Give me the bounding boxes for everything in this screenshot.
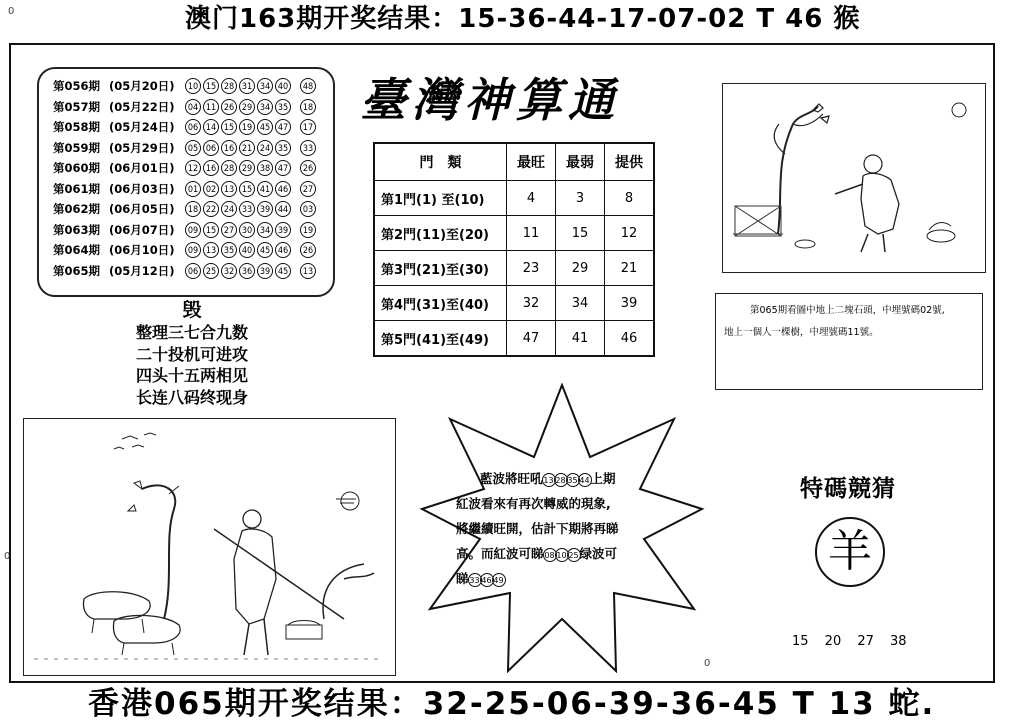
number-ball: 28 — [221, 78, 237, 94]
hint-box — [715, 293, 983, 390]
number-ball: 38 — [257, 160, 273, 176]
number-ball: 14 — [203, 119, 219, 135]
number-ball: 12 — [185, 160, 201, 176]
table-row — [374, 216, 654, 251]
hint-line: 地上一個人一棵樹，中埋號碼11號。 — [724, 327, 879, 338]
number-ball: 29 — [239, 99, 255, 115]
number-ball: 46 — [275, 181, 291, 197]
number-ball: 47 — [275, 160, 291, 176]
number-ball: 22 — [203, 201, 219, 217]
number-ball: 02 — [203, 181, 219, 197]
special-ball: 18 — [300, 99, 316, 115]
offer-cell: 21 — [605, 251, 655, 286]
star-line-text: 睇 — [456, 571, 469, 586]
period-label: 第064期 — [53, 243, 101, 257]
number-ball: 15 — [203, 78, 219, 94]
zodiac-circle: 羊 — [815, 517, 885, 587]
period-label: 第062期 — [53, 202, 101, 216]
offer-cell: 46 — [605, 321, 655, 357]
number-ball: 25 — [567, 548, 581, 562]
number-ball: 35 — [221, 242, 237, 258]
date-label: (06月01日) — [109, 161, 175, 175]
illustration-man-pointing — [722, 83, 986, 273]
number-balls — [185, 160, 291, 176]
number-ball: 39 — [257, 263, 273, 279]
starburst-text — [456, 466, 678, 591]
number-ball: 40 — [275, 78, 291, 94]
min-cell: 34 — [556, 286, 605, 321]
number-balls — [185, 140, 291, 156]
gate-table-header — [374, 143, 654, 181]
poem-line: 长连八码终现身 — [135, 387, 248, 407]
number-ball: 41 — [257, 181, 273, 197]
star-line-text: 高。而紅波可睇 — [456, 546, 544, 561]
history-row — [53, 261, 316, 281]
star-line-text: 上期 — [590, 471, 616, 486]
number-ball: 32 — [221, 263, 237, 279]
number-ball: 13 — [221, 181, 237, 197]
number-ball: 33 — [468, 573, 482, 587]
number-ball: 44 — [275, 201, 291, 217]
history-row — [53, 179, 316, 199]
number-ball: 46 — [480, 573, 494, 587]
number-ball: 30 — [239, 222, 255, 238]
number-balls — [185, 99, 291, 115]
number-ball: 16 — [221, 140, 237, 156]
number-ball: 18 — [185, 201, 201, 217]
brand-title: 臺灣神算通 — [360, 73, 620, 127]
hongkong-result-footer: 香港065期开奖结果：32-25-06-39-36-45 T 13 蛇. — [88, 686, 936, 722]
history-row — [53, 138, 316, 158]
number-ball: 40 — [239, 242, 255, 258]
number-ball: 06 — [203, 140, 219, 156]
number-balls — [185, 181, 291, 197]
edge-mark-top: 0 — [8, 6, 15, 17]
number-ball: 15 — [239, 181, 255, 197]
number-ball: 39 — [275, 222, 291, 238]
edge-mark-left: 0 — [4, 551, 11, 562]
period-label: 第057期 — [53, 99, 101, 114]
header-gate: 門 類 — [374, 143, 507, 181]
number-ball: 08 — [543, 548, 557, 562]
max-cell: 32 — [507, 286, 556, 321]
number-ball: 29 — [239, 160, 255, 176]
offer-cell: 39 — [605, 286, 655, 321]
table-row — [374, 286, 654, 321]
farmer-pigs-drawing — [24, 419, 395, 675]
gate-cell: 第3門(21)至(30) — [374, 251, 507, 286]
number-ball: 45 — [257, 119, 273, 135]
gate-cell: 第2門(11)至(20) — [374, 216, 507, 251]
number-ball: 13 — [203, 242, 219, 258]
number-ball: 34 — [257, 78, 273, 94]
number-balls — [185, 222, 291, 238]
special-numbers: 15 20 27 38 — [792, 634, 907, 649]
special-ball: 03 — [300, 201, 316, 217]
number-ball: 34 — [257, 99, 273, 115]
date-label: (05月29日) — [109, 140, 175, 155]
number-balls — [185, 201, 291, 217]
number-ball: 19 — [239, 119, 255, 135]
prediction-poem — [92, 298, 292, 408]
history-row — [53, 240, 316, 260]
number-ball: 25 — [203, 263, 219, 279]
number-balls — [185, 119, 291, 135]
number-ball: 10 — [185, 78, 201, 94]
date-label: (05月24日) — [109, 120, 175, 134]
number-ball: 45 — [257, 242, 273, 258]
number-ball: 01 — [185, 181, 201, 197]
date-label: (05月12日) — [109, 263, 175, 278]
period-label: 第060期 — [53, 161, 101, 175]
min-cell: 41 — [556, 321, 605, 357]
number-ball: 26 — [221, 99, 237, 115]
number-ball: 28 — [554, 473, 568, 487]
number-ball: 46 — [275, 242, 291, 258]
number-ball: 24 — [221, 201, 237, 217]
number-ball: 09 — [185, 242, 201, 258]
number-ball: 04 — [185, 99, 201, 115]
period-label: 第058期 — [53, 120, 101, 134]
special-title: 特碼競猜 — [800, 475, 896, 502]
number-balls — [185, 263, 291, 279]
number-ball: 35 — [566, 473, 580, 487]
number-ball: 31 — [239, 78, 255, 94]
header-min: 最弱 — [556, 143, 605, 181]
number-balls — [185, 242, 291, 258]
date-label: (05月22日) — [109, 99, 175, 114]
number-ball: 16 — [203, 160, 219, 176]
min-cell: 15 — [556, 216, 605, 251]
number-ball: 15 — [203, 222, 219, 238]
special-ball: 17 — [300, 119, 316, 135]
star-line-text: 绿波可 — [579, 546, 618, 561]
poem-line: 四头十五两相见 — [135, 366, 248, 385]
special-ball: 26 — [300, 242, 316, 258]
period-label: 第063期 — [53, 222, 101, 237]
number-ball: 05 — [185, 140, 201, 156]
number-ball: 24 — [257, 140, 273, 156]
date-label: (06月10日) — [109, 243, 175, 257]
special-ball: 26 — [300, 160, 316, 176]
date-label: (06月03日) — [109, 181, 175, 196]
date-label: (06月05日) — [109, 202, 175, 216]
gate-table — [373, 142, 655, 357]
hint-line: 第065期看圖中地上二塊石頭，中埋號碼02號, — [750, 305, 945, 316]
min-cell: 29 — [556, 251, 605, 286]
table-row — [374, 251, 654, 286]
min-cell: 3 — [556, 181, 605, 216]
table-row — [374, 181, 654, 216]
illustration-farmer-pigs — [23, 418, 396, 676]
number-ball: 09 — [185, 222, 201, 238]
date-label: (05月20日) — [109, 79, 175, 93]
number-ball: 21 — [239, 140, 255, 156]
header-max: 最旺 — [507, 143, 556, 181]
gate-cell: 第1門(1) 至(10) — [374, 181, 507, 216]
gate-cell: 第4門(31)至(40) — [374, 286, 507, 321]
number-ball: 28 — [221, 160, 237, 176]
poem-title: 毁 — [182, 299, 202, 321]
special-ball: 48 — [300, 78, 316, 94]
man-tree-drawing — [723, 84, 985, 272]
poem-line: 二十投机可进攻 — [135, 344, 248, 364]
max-cell: 47 — [507, 321, 556, 357]
period-label: 第059期 — [53, 140, 101, 155]
number-balls — [185, 78, 291, 94]
header-offer: 提供 — [605, 143, 655, 181]
number-ball: 36 — [239, 263, 255, 279]
star-line-3: 將繼續旺開，估計下期將再睇 — [456, 521, 619, 536]
date-label: (06月07日) — [109, 222, 175, 237]
number-ball: 13 — [542, 473, 556, 487]
poem-line: 整理三七合九数 — [135, 323, 248, 342]
star-line-1 — [456, 466, 678, 491]
number-ball: 34 — [257, 222, 273, 238]
special-ball: 33 — [300, 140, 316, 156]
special-ball: 13 — [300, 263, 316, 279]
star-line-4 — [456, 541, 678, 566]
special-ball: 19 — [300, 222, 316, 238]
period-label: 第061期 — [53, 181, 101, 196]
number-ball: 10 — [555, 548, 569, 562]
max-cell: 4 — [507, 181, 556, 216]
number-ball: 49 — [492, 573, 506, 587]
offer-cell: 12 — [605, 216, 655, 251]
number-ball: 44 — [578, 473, 592, 487]
history-row — [53, 220, 316, 240]
number-ball: 27 — [221, 222, 237, 238]
number-ball: 39 — [257, 201, 273, 217]
period-label: 第056期 — [53, 79, 101, 93]
number-ball: 45 — [275, 263, 291, 279]
number-ball: 15 — [221, 119, 237, 135]
star-line-2: 紅波看來有再次轉威的現象, — [456, 496, 611, 511]
edge-mark-bottom: 0 — [704, 658, 711, 669]
number-ball: 47 — [275, 119, 291, 135]
number-ball: 06 — [185, 263, 201, 279]
table-row — [374, 321, 654, 357]
number-ball: 35 — [275, 99, 291, 115]
macau-result-header: 澳门163期开奖结果：15-36-44-17-07-02 T 46 猴 — [185, 4, 861, 34]
star-line-5 — [456, 566, 678, 591]
special-ball: 27 — [300, 181, 316, 197]
max-cell: 23 — [507, 251, 556, 286]
gate-cell: 第5門(41)至(49) — [374, 321, 507, 357]
history-row — [53, 199, 316, 219]
history-row — [53, 76, 316, 96]
history-panel — [37, 67, 335, 297]
max-cell: 11 — [507, 216, 556, 251]
number-ball: 33 — [239, 201, 255, 217]
star-line-text: 藍波將旺吼 — [480, 471, 543, 486]
number-ball: 11 — [203, 99, 219, 115]
number-ball: 06 — [185, 119, 201, 135]
history-row — [53, 117, 316, 137]
number-ball: 35 — [275, 140, 291, 156]
history-row — [53, 158, 316, 178]
offer-cell: 8 — [605, 181, 655, 216]
period-label: 第065期 — [53, 263, 101, 278]
history-row — [53, 97, 316, 117]
